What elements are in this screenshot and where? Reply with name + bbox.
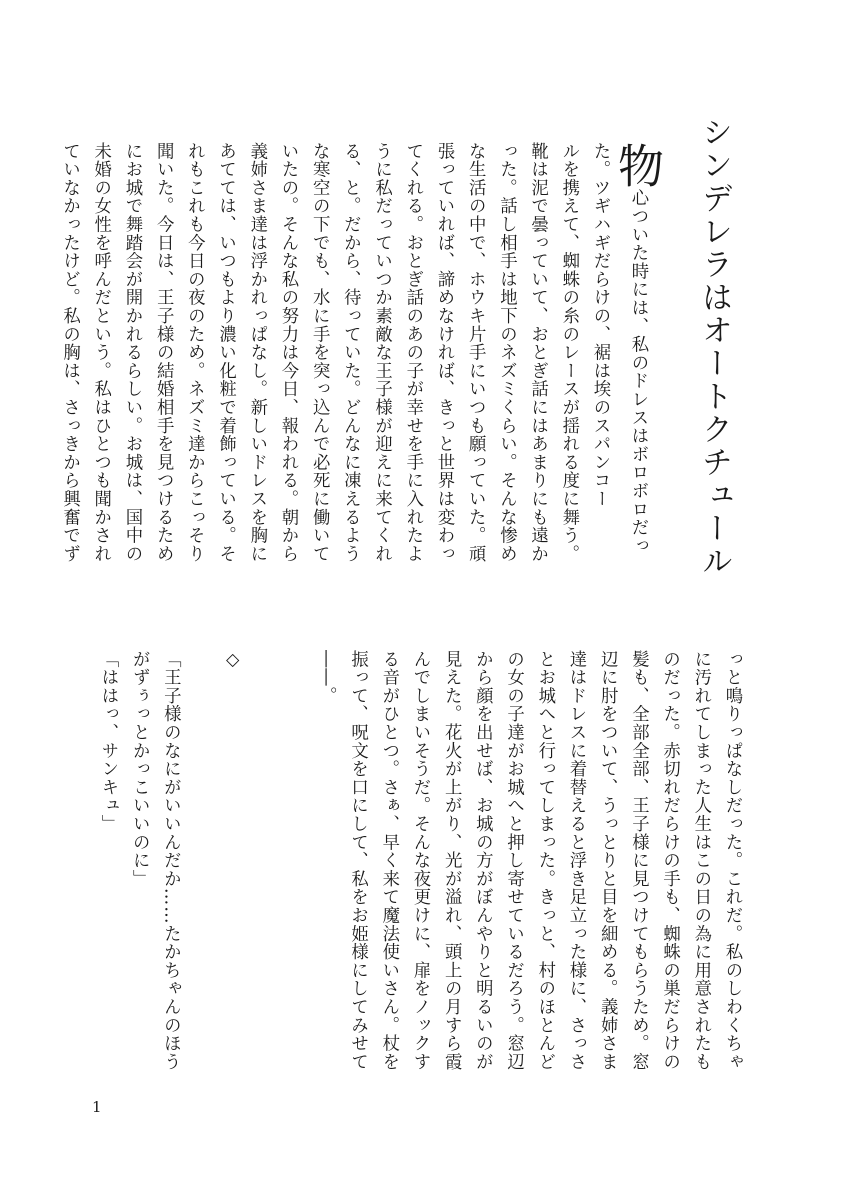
text-line: 靴は泥で曇っていて、おとぎ話にはあまりにも遠か (527, 142, 548, 563)
text-line: とお城へと行ってしまった。きっと、村のほとんど (534, 650, 555, 1071)
page-number: 1 (92, 1098, 102, 1116)
story-title: シンデレラはオートクチュール (696, 116, 732, 578)
text-line: る、と。だから、待っていた。どんなに凍えるよう (340, 142, 361, 563)
text-line: 聞いた。今日は、王子様の結婚相手を見つけるため (153, 142, 174, 563)
text-line: てくれる。おとぎ話のあの子が幸せを手に入れたよ (402, 142, 423, 563)
text-line: んでしまいそうだ。そんな夜更けに、扉をノックす (409, 650, 430, 1071)
blank-line (185, 650, 216, 1100)
text-line: れもこれも今日の夜のため。ネズミ達からこっそり (184, 142, 205, 563)
text-line: いたの。そんな私の努力は今日、報われる。朝から (277, 142, 298, 563)
text-line: ていなかったけど。私の胸は、さっきから興奮でず (59, 142, 80, 563)
text-line: あてては、いつもより濃い化粧で着飾っている。そ (215, 142, 236, 563)
text-line: た。ツギハギだらけの、裾は埃のスパンコー (590, 142, 610, 508)
text-line: に汚れてしまった人生はこの日の為に用意されたも (690, 650, 711, 1071)
text-line: 張っていれば、諦めなければ、きっと世界は変わっ (433, 142, 454, 563)
text-line: うに私だっていつか素敵な王子様が迎えに来てくれ (371, 142, 392, 563)
blank-line (279, 650, 310, 1100)
text-line: な寒空の下でも、水に手を突っ込んで必死に働いて (309, 142, 330, 563)
dialogue-line: がずぅっとかっこいいのに」 (129, 650, 150, 888)
text-line: のだった。赤切れだらけの手も、蜘蛛の巣だらけの (659, 650, 680, 1071)
text-line: にお城で舞踏会が開かれるらしい。お城は、国中の (121, 142, 142, 563)
blank-line (248, 650, 279, 1100)
text-line: 義姉さま達は浮かれっぱなし。新しいドレスを胸に (246, 142, 267, 563)
dialogue-line: 「ははっ、サンキュ」 (97, 650, 118, 833)
lower-text-block (97, 650, 747, 1100)
text-line: ――。 (316, 650, 337, 705)
text-line: る音がひとつ。さぁ、早く来て魔法使いさん。杖を (378, 650, 399, 1071)
text-line: ルを携えて、蜘蛛の糸のレースが揺れる度に舞う。 (558, 142, 579, 563)
first-line (611, 142, 665, 555)
dialogue-line: 「王子様のなにがいいんだか……たかちゃんのほう (160, 650, 181, 1071)
scene-break (217, 650, 248, 1100)
upper-text-block (59, 142, 665, 563)
text-line: な生活の中で、ホウキ片手にいつも願っていた。頑 (465, 142, 486, 563)
text-line: から顔を出せば、お城の方がぼんやりと明るいのが (472, 650, 493, 1071)
text-line: った。話し相手は地下のネズミくらい。そんな惨め (496, 142, 517, 563)
text-line: 振って、呪文を口にして、私をお姫様にしてみせて (347, 650, 368, 1071)
text-line: の女の子達がお城へと押し寄せているだろう。窓辺 (503, 650, 524, 1071)
text-line: 達はドレスに着替えると浮き足立った様に、さっさ (565, 650, 586, 1071)
dropcap: 物 (611, 142, 665, 189)
text-line: 未婚の女性を呼んだという。私はひとつも聞かされ (90, 142, 111, 563)
text-line: 髪も、全部全部、王子様に見つけてもらうため。窓 (628, 650, 649, 1071)
text-line: 見えた。花火が上がり、光が溢れ、頭上の月すら霞 (441, 650, 462, 1071)
text-line: 辺に肘をついて、うっとりと目を細める。義姉さま (597, 650, 618, 1071)
first-line-rest: 心ついた時には、私のドレスはボロボロだっ (628, 188, 648, 555)
text-line: っと鳴りっぱなしだった。これだ。私のしわくちゃ (722, 650, 742, 1071)
diamond-icon: ◇ (222, 650, 243, 671)
